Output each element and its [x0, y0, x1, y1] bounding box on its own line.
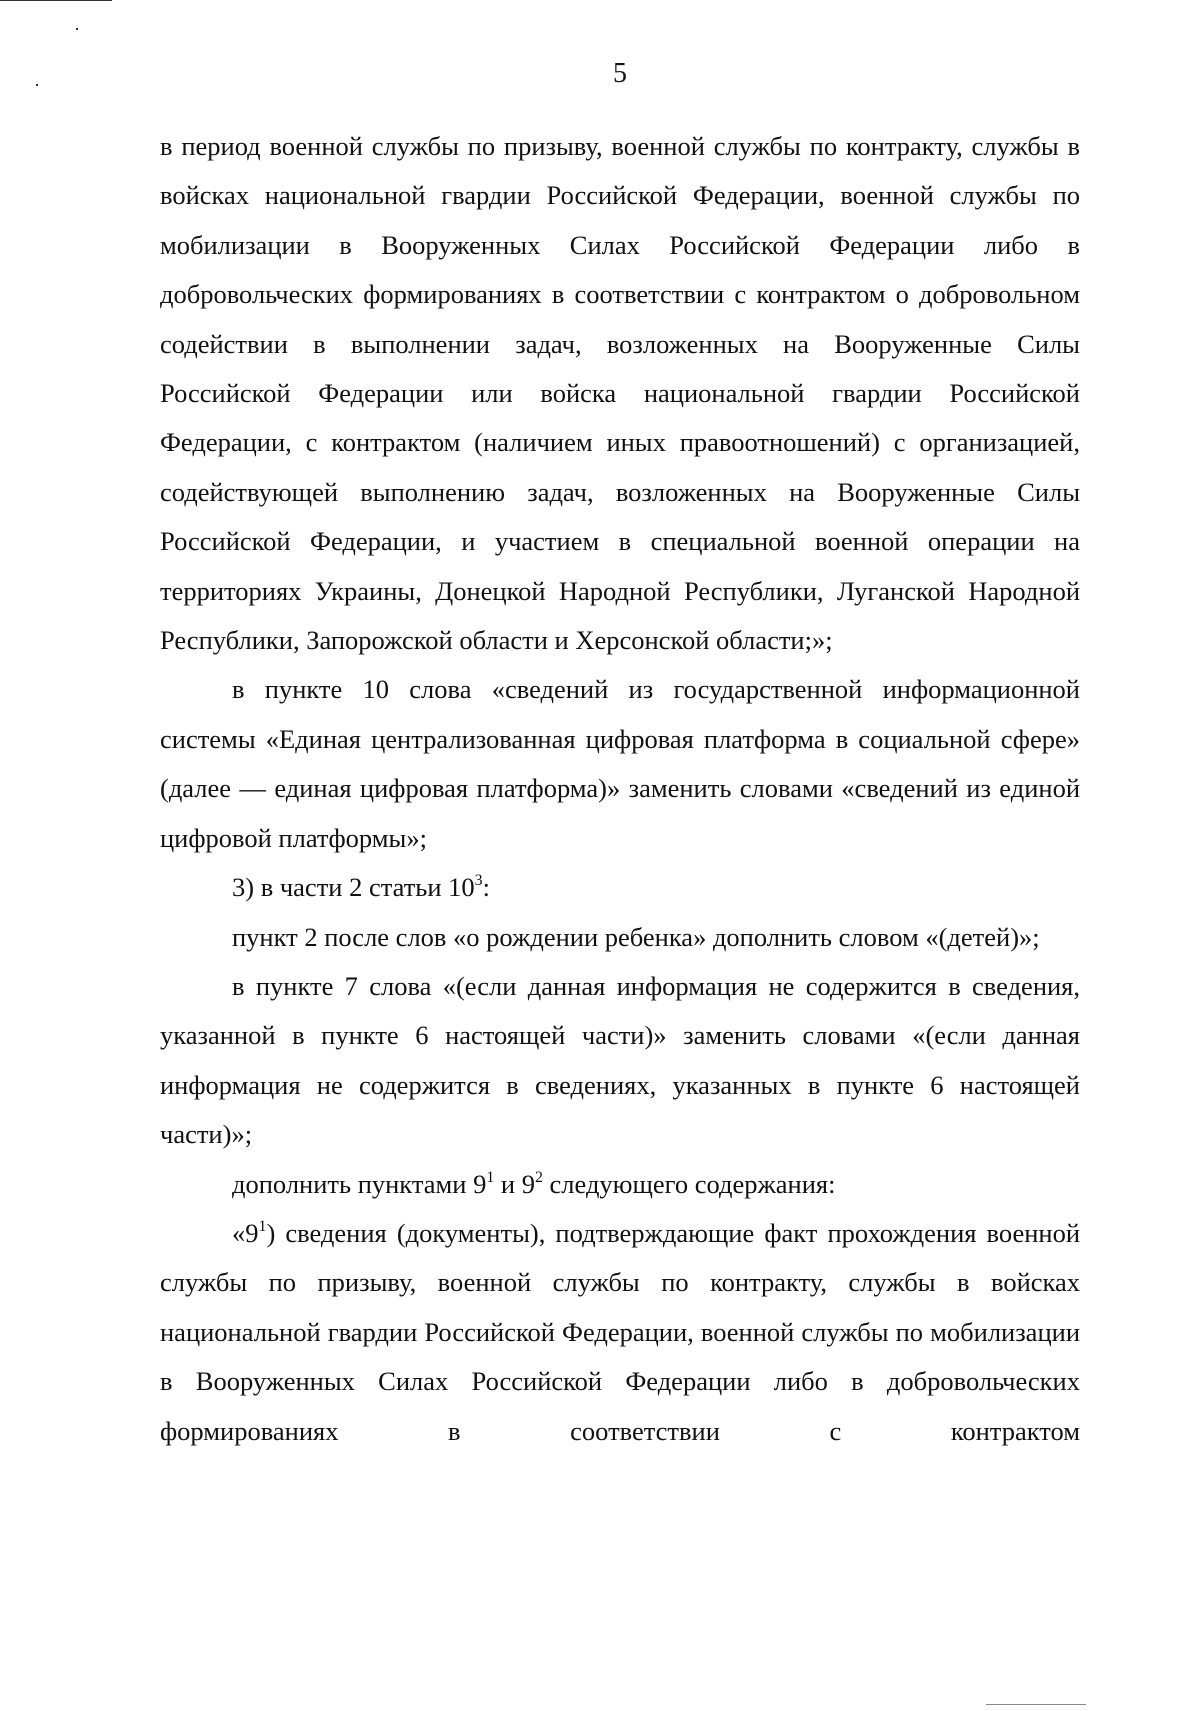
- scan-dot: [76, 28, 78, 30]
- item-9-1-prefix: «9: [232, 1217, 259, 1248]
- add-items-text-1: дополнить пунктами 9: [232, 1168, 487, 1199]
- paragraph-part-2-article-10-3: [160, 863, 1080, 912]
- scan-corner-line: [986, 1704, 1086, 1705]
- document-body: [160, 122, 1080, 1456]
- paragraph-add-items: [160, 1160, 1080, 1209]
- superscript: 3: [474, 871, 483, 889]
- paragraph-continuation: в период военной службы по призыву, военной службы по контракту, службы в войсках национальной гвардии Российской Федерации, военной службы по мобилизации в Вооруженных Силах Российской Федерации либо в добровольческих формированиях в соответствии с контрактом о добровольном содействии в выполнении задач, возложенных на Вооруженные Силы Российской Федерации или войска национальной гвардии Российской Федерации, с контрактом (наличием иных правоотношений) с организацией, содействующей выполнению задач, возложенных на Вооруженные Силы Российской Федерации, и участием в специальной военной операции на территориях Украины, Донецкой Народной Республики, Луганской Народной Республики, Запорожской области и Херсонской области;»;: [160, 131, 1080, 656]
- page-number: 5: [613, 58, 627, 89]
- superscript: 1: [486, 1168, 495, 1186]
- add-items-text-3: следующего содержания:: [542, 1168, 836, 1199]
- superscript: 2: [534, 1168, 543, 1186]
- item-9-1-text: ) сведения (документы), подтверждающие факт прохождения военной службы по призыву, военной службы по контракту, службы в войсках национальной гвардии Российской Федерации, военной службы по мобилизации в Вооруженных Силах Российской Федерации либо в добровольческих формированиях в соответствии с контрактом: [160, 1217, 1080, 1446]
- superscript: 1: [258, 1217, 267, 1235]
- scan-edge-line: [0, 0, 112, 1]
- paragraph-item-9-1: [160, 1209, 1080, 1456]
- add-items-text-2: и 9: [494, 1168, 535, 1199]
- paragraph-item-7: в пункте 7 слова «(если данная информация не содержится в сведения, указанной в пункте 6 настоящей части)» заменить словами «(если данная информация не содержится в сведениях, указанных в пункте 6 настоящей части)»;: [160, 970, 1080, 1150]
- paragraph-item-10: в пункте 10 слова «сведений из государственной информационной системы «Единая централизованная цифровая платформа в социальной сфере» (далее — единая цифровая платформа)» заменить словами «сведений из единой цифровой платформы»;: [160, 674, 1080, 853]
- paragraph-item-2: пункт 2 после слов «о рождении ребенка» дополнить словом «(детей)»;: [232, 921, 1040, 952]
- part-heading-text: 3) в части 2 статьи 10: [232, 872, 475, 903]
- part-heading-colon: :: [482, 872, 490, 903]
